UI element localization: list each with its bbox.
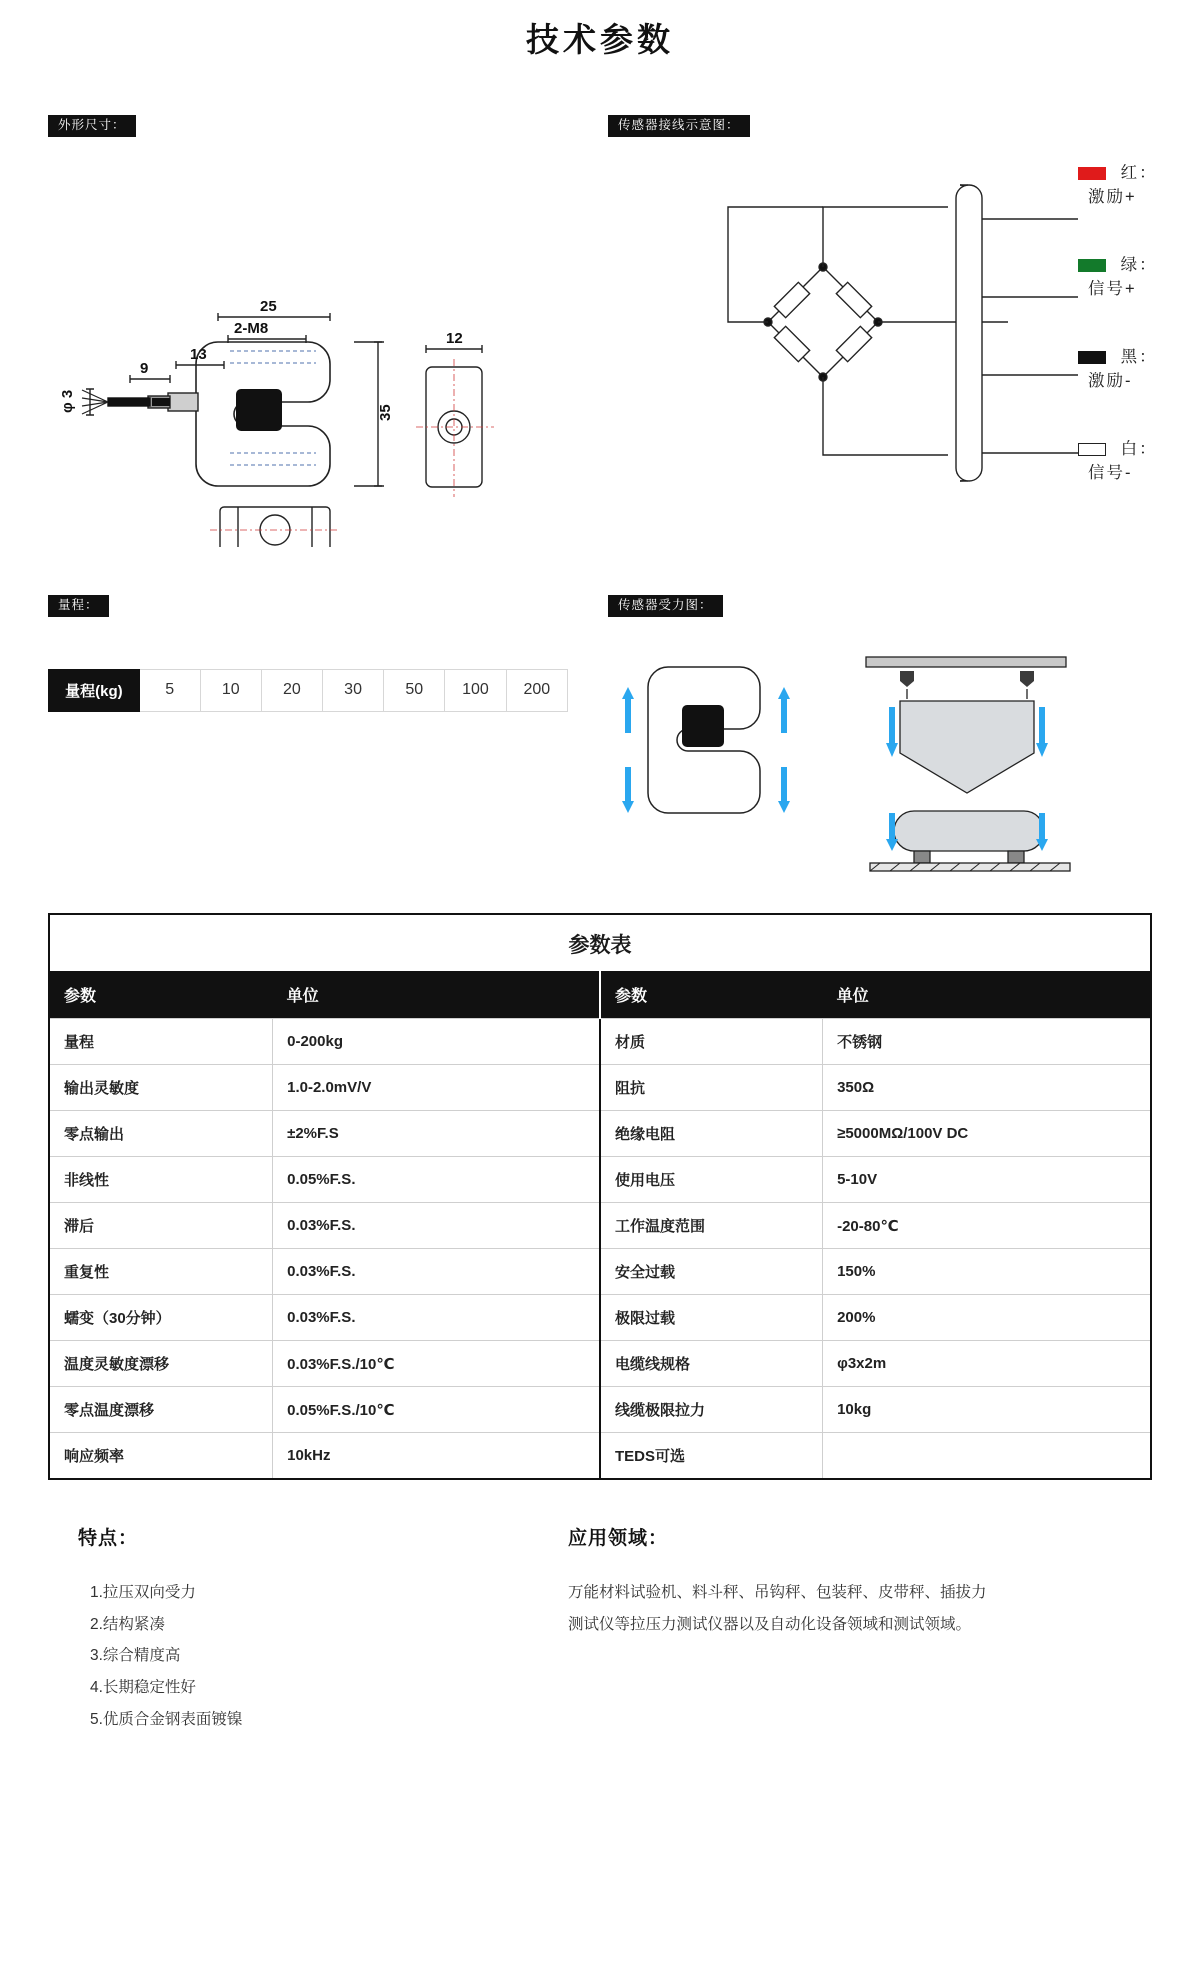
- cell-param: 安全过载: [600, 1249, 823, 1295]
- wire-color-black: 黑：: [1120, 347, 1158, 366]
- th-unit-left: 单位: [273, 971, 600, 1019]
- table-row: [50, 1203, 1150, 1249]
- table-row: [50, 1387, 1150, 1433]
- cell-param: 极限过载: [600, 1295, 823, 1341]
- table-row: [50, 1341, 1150, 1387]
- dim-2m8: 2-M8: [234, 319, 269, 337]
- wire-row-green: [1078, 251, 1168, 299]
- cell-param: 响应频率: [50, 1433, 273, 1479]
- force-tag: 传感器受力图：: [608, 595, 723, 617]
- row-range-force: [0, 595, 1200, 895]
- cell-param: 滞后: [50, 1203, 273, 1249]
- wire-color-green: 绿：: [1120, 255, 1158, 274]
- load-cell-dimension-svg: [48, 167, 568, 547]
- cell-param: 线缆极限拉力: [600, 1387, 823, 1433]
- cell-value: 150%: [823, 1249, 1150, 1295]
- dimensions-drawing: [48, 167, 568, 552]
- cell-param: 绝缘电阻: [600, 1111, 823, 1157]
- range-cell-5: 5: [139, 669, 200, 711]
- force-application-svg: [608, 647, 1168, 877]
- cell-value: 10kg: [823, 1387, 1150, 1433]
- feature-item: 4.长期稳定性好: [90, 1679, 196, 1697]
- wire-signal-white: 信号-: [1088, 463, 1133, 482]
- cell-value: 0.03%F.S.: [273, 1295, 600, 1341]
- th-param-left: 参数: [50, 971, 273, 1019]
- cell-param: 非线性: [50, 1157, 273, 1203]
- cell-value: 0.03%F.S./10℃: [273, 1341, 600, 1387]
- cell-value: 0.05%F.S./10℃: [273, 1387, 600, 1433]
- cell-param: 电缆线规格: [600, 1341, 823, 1387]
- cell-value: ±2%F.S: [273, 1111, 600, 1157]
- wiring-section: [608, 115, 1168, 502]
- th-unit-right: 单位: [823, 971, 1150, 1019]
- dim-13: 13: [190, 345, 207, 363]
- cell-param: 零点输出: [50, 1111, 273, 1157]
- black-wire-swatch: [1078, 351, 1106, 364]
- cell-value: 0-200kg: [273, 1019, 600, 1065]
- cell-value: 0.03%F.S.: [273, 1203, 600, 1249]
- features-block: [48, 1520, 468, 1736]
- wiring-tag: 传感器接线示意图：: [608, 115, 750, 137]
- feature-item: 2.结构紧凑: [90, 1615, 165, 1633]
- dim-9: 9: [140, 359, 149, 377]
- table-row: [50, 1019, 1150, 1065]
- page-title: 技术参数: [526, 21, 674, 58]
- range-cell-200: 200: [506, 669, 567, 711]
- cell-param: TEDS可选: [600, 1433, 823, 1479]
- cell-param: 使用电压: [600, 1157, 823, 1203]
- cell-value: 1.0-2.0mV/V: [273, 1065, 600, 1111]
- features-heading: 特点：: [78, 1528, 139, 1549]
- table-row: [50, 1111, 1150, 1157]
- applications-block: [558, 1520, 1028, 1736]
- dimensions-tag: 外形尺寸：: [48, 115, 136, 137]
- range-table: [48, 669, 568, 712]
- wire-row-red: [1078, 159, 1168, 207]
- applications-text: 万能材料试验机、料斗秤、吊钩秤、包装秤、皮带秤、插拔力测试仪等拉压力测试仪器以及自动化设备领域和测试领域。: [568, 1583, 987, 1633]
- bottom-info: [48, 1520, 1152, 1736]
- dim-35: 35: [377, 403, 394, 421]
- cell-value: 10kHz: [273, 1433, 600, 1479]
- force-drawing: [608, 647, 1168, 882]
- feature-item: 5.优质合金钢表面镀镍: [90, 1711, 243, 1728]
- cell-value: 200%: [823, 1295, 1150, 1341]
- dim-phi3: φ 3: [59, 389, 76, 413]
- wire-row-white: [1078, 435, 1168, 483]
- cell-param: 输出灵敏度: [50, 1065, 273, 1111]
- white-wire-swatch: [1078, 443, 1106, 456]
- wire-signal-black: 激励-: [1088, 371, 1133, 390]
- range-cell-10: 10: [200, 669, 261, 711]
- wiring-legend: [1078, 159, 1168, 483]
- cell-value: 不锈钢: [823, 1019, 1150, 1065]
- cell-param: 阻抗: [600, 1065, 823, 1111]
- range-section: [48, 595, 568, 712]
- cell-param: 零点温度漂移: [50, 1387, 273, 1433]
- feature-item: 3.综合精度高: [90, 1647, 181, 1665]
- cell-param: 重复性: [50, 1249, 273, 1295]
- parameter-table-title: 参数表: [568, 934, 632, 957]
- red-wire-swatch: [1078, 167, 1106, 180]
- range-header: 量程(kg): [49, 669, 140, 711]
- wire-row-black: [1078, 343, 1168, 391]
- row-drawings: [0, 115, 1200, 585]
- cell-value: 5-10V: [823, 1157, 1150, 1203]
- feature-item: 1.拉压双向受力: [90, 1583, 196, 1601]
- cell-value: 0.05%F.S.: [273, 1157, 600, 1203]
- range-cell-50: 50: [384, 669, 445, 711]
- cell-param: 蠕变（30分钟）: [50, 1295, 273, 1341]
- cell-value: ≥5000MΩ/100V DC: [823, 1111, 1150, 1157]
- parameter-table-block: [48, 913, 1152, 1480]
- cell-param: 工作温度范围: [600, 1203, 823, 1249]
- cell-param: 材质: [600, 1019, 823, 1065]
- th-param-right: 参数: [600, 971, 823, 1019]
- wire-color-white: 白：: [1120, 439, 1158, 458]
- dimensions-section: [48, 115, 568, 552]
- range-cell-100: 100: [445, 669, 506, 711]
- wire-signal-red: 激励+: [1088, 187, 1137, 206]
- cell-value: φ3x2m: [823, 1341, 1150, 1387]
- table-row: [50, 1157, 1150, 1203]
- cell-param: 量程: [50, 1019, 273, 1065]
- dim-12: 12: [446, 329, 463, 347]
- applications-heading: 应用领域：: [568, 1528, 669, 1549]
- table-header-row: [50, 971, 1150, 1019]
- parameter-table: [50, 971, 1150, 1478]
- cell-value: 0.03%F.S.: [273, 1249, 600, 1295]
- cell-value: [823, 1433, 1150, 1479]
- range-cell-20: 20: [261, 669, 322, 711]
- table-row: [50, 1065, 1150, 1111]
- wire-color-red: 红：: [1120, 163, 1158, 182]
- cell-value: -20-80℃: [823, 1203, 1150, 1249]
- force-section: [608, 595, 1168, 882]
- table-row: [50, 1249, 1150, 1295]
- cell-value: 350Ω: [823, 1065, 1150, 1111]
- range-tag: 量程：: [48, 595, 109, 617]
- range-cell-30: 30: [323, 669, 384, 711]
- table-row: [50, 1433, 1150, 1479]
- table-row: [50, 1295, 1150, 1341]
- cell-param: 温度灵敏度漂移: [50, 1341, 273, 1387]
- wire-signal-green: 信号+: [1088, 279, 1137, 298]
- dim-25: 25: [260, 297, 277, 315]
- green-wire-swatch: [1078, 259, 1106, 272]
- wiring-drawing: [608, 163, 1168, 502]
